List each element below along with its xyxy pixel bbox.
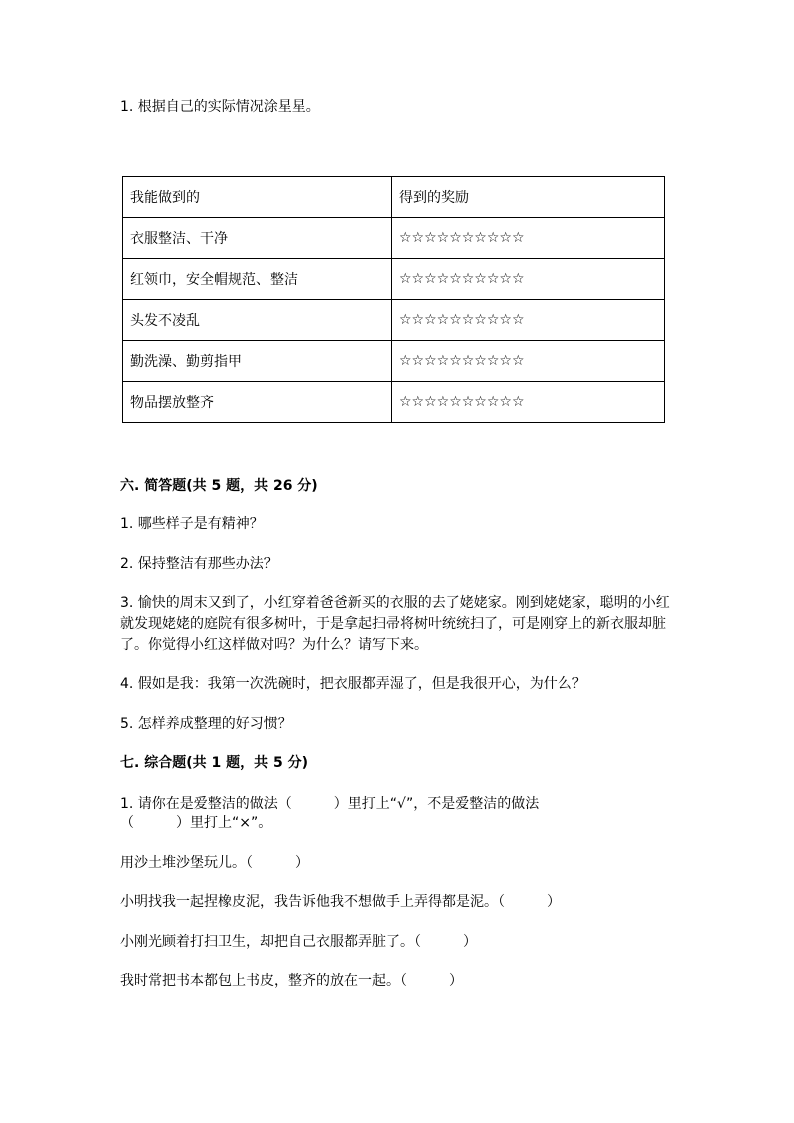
section-7-instruction-line-2: （ ）里打上“×”。 (120, 815, 273, 831)
table-row (123, 382, 665, 423)
table-cell-stars[interactable]: ☆☆☆☆☆☆☆☆☆☆ (392, 218, 665, 259)
section-7-item-1: 用沙土堆沙堡玩儿。（ ） (120, 855, 309, 871)
table-header-can-do: 我能做到的 (123, 177, 392, 218)
table-cell-item: 头发不凌乱 (123, 300, 392, 341)
table-row (123, 341, 665, 382)
table-cell-item: 衣服整洁、干净 (123, 218, 392, 259)
section-7-item-2: 小明找我一起捏橡皮泥，我告诉他我不想做手上弄得都是泥。（ ） (120, 894, 561, 910)
table-cell-stars[interactable]: ☆☆☆☆☆☆☆☆☆☆ (392, 300, 665, 341)
table-cell-item: 物品摆放整齐 (123, 382, 392, 423)
table-row (123, 259, 665, 300)
section-6-question-2: 2. 保持整洁有那些办法？ (120, 556, 278, 572)
rewards-table (122, 176, 665, 423)
section-7-heading: 七. 综合题(共 1 题，共 5 分) (120, 755, 308, 771)
section-6-question-3: 3. 愉快的周末又到了，小红穿着爸爸新买的衣服的去了姥姥家。刚到姥姥家，聪明的小红就发现姥姥的庭院有很多树叶，于是拿起扫帚将树叶统统扫了，可是刚穿上的新衣服却脏了。你觉得小红这样做对吗？为什么？请写下来。 (120, 595, 670, 653)
section-7-item-3: 小刚光顾着打扫卫生，却把自己衣服都弄脏了。（ ） (120, 934, 477, 950)
section-6-question-1: 1. 哪些样子是有精神？ (120, 516, 264, 532)
table-cell-stars[interactable]: ☆☆☆☆☆☆☆☆☆☆ (392, 259, 665, 300)
question-1-prompt: 1. 根据自己的实际情况涂星星。 (120, 99, 320, 115)
table-row (123, 218, 665, 259)
table-row (123, 300, 665, 341)
section-6-question-5: 5. 怎样养成整理的好习惯？ (120, 716, 292, 732)
table-header-row (123, 177, 665, 218)
table-cell-item: 勤洗澡、勤剪指甲 (123, 341, 392, 382)
section-7-instruction-line-1: 1. 请你在是爱整洁的做法（ ）里打上“√”，不是爱整洁的做法 (120, 796, 540, 812)
section-6-heading: 六. 简答题(共 5 题，共 26 分) (120, 478, 318, 494)
section-6-question-4: 4. 假如是我：我第一次洗碗时，把衣服都弄湿了，但是我很开心，为什么？ (120, 676, 586, 692)
table-cell-stars[interactable]: ☆☆☆☆☆☆☆☆☆☆ (392, 341, 665, 382)
section-7-item-4: 我时常把书本都包上书皮，整齐的放在一起。（ ） (120, 973, 463, 989)
table-header-reward: 得到的奖励 (392, 177, 665, 218)
table-cell-stars[interactable]: ☆☆☆☆☆☆☆☆☆☆ (392, 382, 665, 423)
table-cell-item: 红领巾，安全帽规范、整洁 (123, 259, 392, 300)
